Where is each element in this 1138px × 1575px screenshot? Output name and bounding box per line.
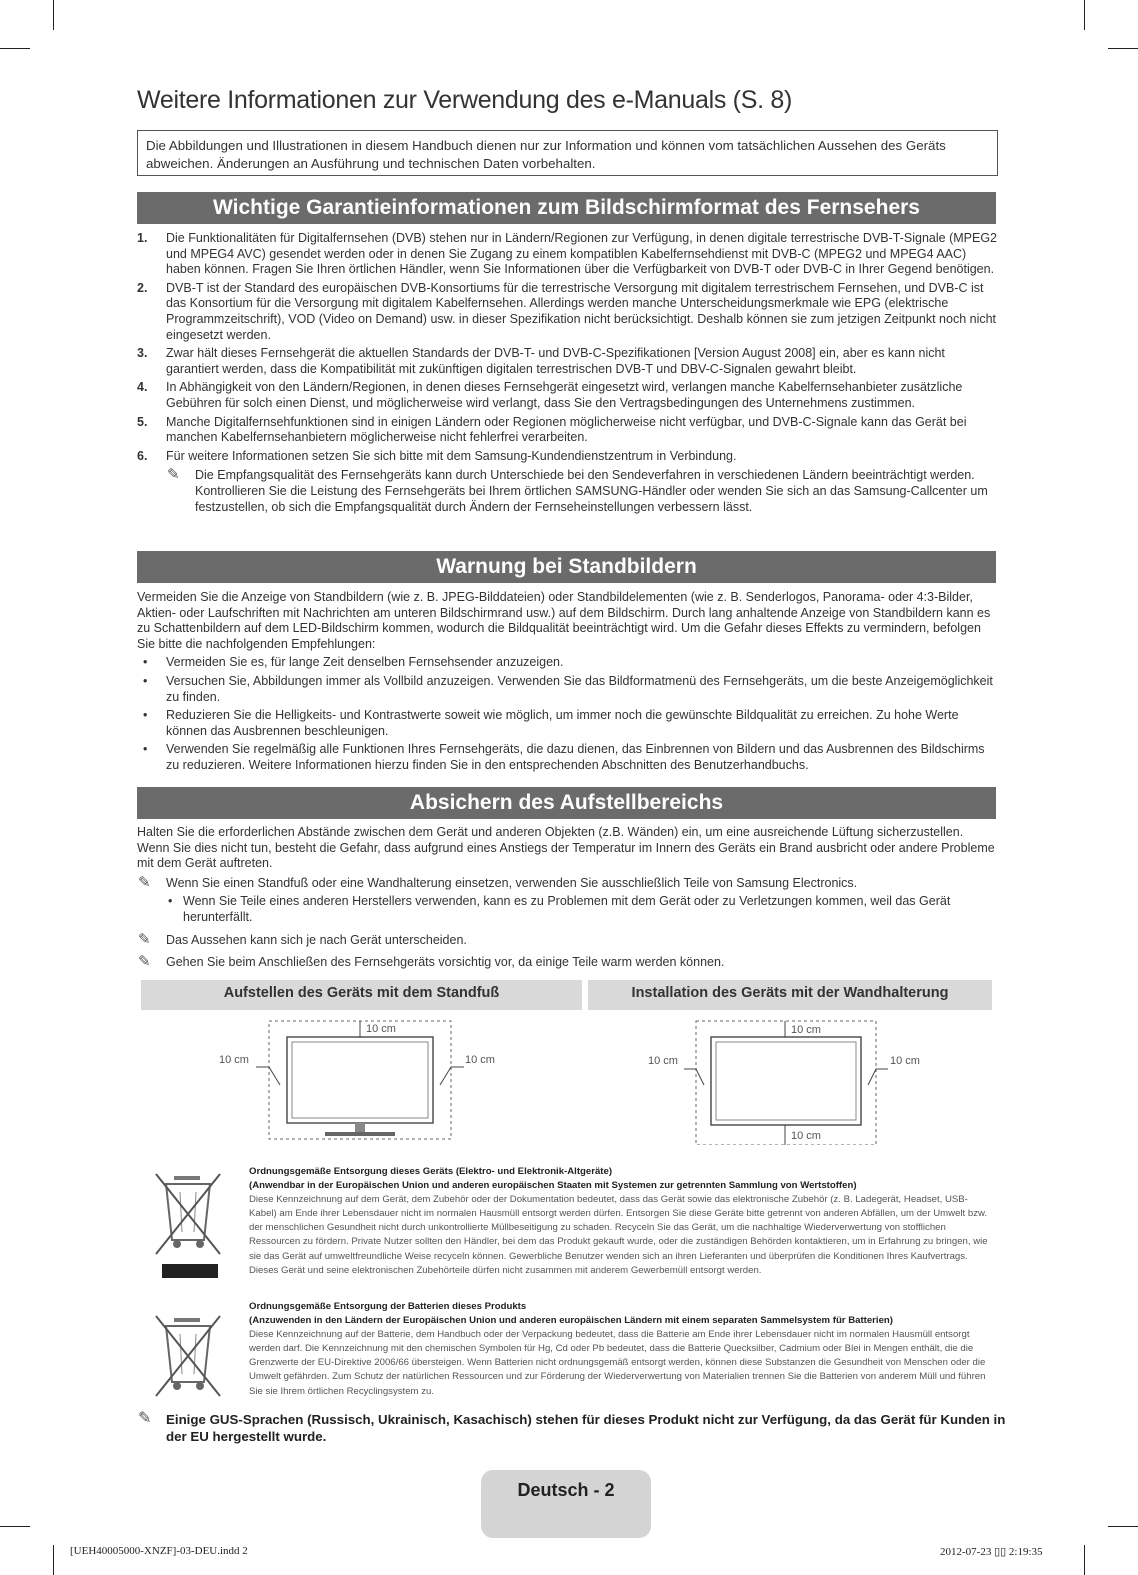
list-number: 2. xyxy=(137,280,148,295)
crop-mark xyxy=(53,0,54,30)
list-item xyxy=(137,380,997,411)
disposal-subtitle: (Anzuwenden in den Ländern der Europäischen Union und anderen europäischen Ländern mit einem separaten Sammelsystem für Batterien) xyxy=(249,1315,893,1327)
note xyxy=(137,930,997,949)
pencil-note-icon: ✎ xyxy=(138,1410,152,1427)
wall-clearance-diagram xyxy=(640,1015,940,1145)
page-label: Deutsch - 2 xyxy=(517,1480,615,1500)
crop-mark xyxy=(0,1526,30,1527)
slug-timestamp: 2012-07-23 ▯▯ 2:19:35 xyxy=(940,1546,1043,1558)
list-item xyxy=(137,655,997,671)
slug-filename: [UEH40005000-XNZF]-03-DEU.indd 2 xyxy=(70,1545,248,1557)
list-text: DVB-T ist der Standard des europäischen DVB-Konsortiums für die terrestrische Versorgung mit digitalem terrestrischem Fernsehen, und DVB-C ist das Konsortium für die Versorgung mit digitalem Kabelfernsehen. Allerdings werden manche Unterscheidungsmerkmale wie EPG (elektrische Programmzeitschrift), VOD (Video on Demand) usw. in dieser Spezifikation nicht berücksichtigt. Deshalb können sie zum jetzigen Zeitpunkt noch nicht eingesetzt werden. xyxy=(166,280,997,342)
disposal-body: Diese Kennzeichnung auf der Batterie, dem Handbuch oder der Verpackung bedeutet, dass die Batterie am Ende ihrer Lebensdauer nicht im normalen Hausmüll entsorgt werden darf. Die Kennzeichnung mit den chemischen Symbolen für Hg, Cd oder Pb bedeutet, dass die Batterie Quecksilber, Cadmium oder Blei in Mengen enthält, die die Grenzwerte der EU-Direktive 2006/66 übersteigen. Wenn Batterien nicht ordnungsgemäß entsorgt werden, können diese Substanzen die Gesundheit von Menschen oder die Umwelt gefährden. Zum Schutz der natürlichen Ressourcen und zur Förderung der Wiederverwertung von Materialien trennen Sie die Batterien von anderem Müll und führen Sie sie Ihrem örtlichen Recyclingsystem zu. xyxy=(249,1329,986,1397)
clearance-label-top: 10 cm xyxy=(366,1023,396,1035)
list-number: 1. xyxy=(137,231,148,245)
list-item xyxy=(137,346,997,377)
disposal-subtitle: (Anwendbar in der Europäischen Union und anderen europäischen Staaten mit Systemen zur getrennten Sammlung von Wertstoffen) xyxy=(249,1180,857,1192)
list-item xyxy=(137,449,997,465)
crossed-out-bin-icon xyxy=(152,1168,224,1280)
clearance-label-right: 10 cm xyxy=(890,1055,920,1067)
list-text: Die Funktionalitäten für Digitalfernsehen (DVB) stehen nur in Ländern/Regionen zur Verfügung, in denen digitale terrestrische DVB-T-Signale (MPEG2 und MPEG4 AVC) gesendet werden oder in denen Sie Zugang zu einem kompatiblen Kabelfernsehdienst mit DVB-C (MPEG2 und MPEG4 AAC) haben können. Fragen Sie Ihren örtlichen Händler, wenn Sie Informationen über die Verfügbarkeit von DVB-T oder DVB-C in Ihrer Gegend benötigen. xyxy=(166,231,998,277)
disposal-body: Diese Kennzeichnung auf dem Gerät, dem Zubehör oder der Dokumentation bedeutet, dass das Gerät sowie das elektronische Zubehör (z. B. Ladegerät, Headset, USB-Kabel) am Ende ihrer Lebensdauer nicht im normalen Hausmüll entsorgt werden dürfen. Entsorgen Sie diese Geräte bitte getrennt von anderen Abfällen, um der Umwelt bzw. der menschlichen Gesundheit nicht durch unkontrollierte Müllbeseitigung zu schaden. Recyceln Sie das Gerät, um die nachhaltige Wiederverwertung von stofflichen Ressourcen zu fördern. Private Nutzer sollten den Händler, bei dem das Produkt gekauft wurde, oder die zuständigen Behörden kontaktieren, um in Erfahrung zu bringen, wie sie das Gerät auf umweltfreundliche Weise recyceln können. Gewerbliche Benutzer wenden sich an ihren Lieferanten und überprüfen die Konditionen Ihres Kaufvertrags. Dieses Gerät und seine elektronischen Zubehörteile dürfen nicht zusammen mit anderem Gewerbemüll entsorgt werden. xyxy=(249,1194,988,1276)
crop-mark xyxy=(1108,48,1138,49)
pencil-note-icon: ✎ xyxy=(167,466,180,484)
clearance-label-left: 10 cm xyxy=(648,1055,678,1067)
crop-mark xyxy=(1108,1526,1138,1527)
note xyxy=(137,873,997,892)
list-number: 4. xyxy=(137,380,148,395)
note-text: Das Aussehen kann sich je nach Gerät unterscheiden. xyxy=(166,932,467,947)
note-text: Einige GUS-Sprachen (Russisch, Ukrainisch, Kasachisch) stehen für dieses Produkt nicht zur Verfügung, da das Gerät für Kunden in der EU hergestellt wurde. xyxy=(166,1412,1006,1444)
device-disposal-text xyxy=(249,1165,989,1278)
list-text: Manche Digitalfernsehfunktionen sind in einigen Ländern oder Regionen möglicherweise nicht verfügbar, und DVB-C-Signale kann das Gerät bei manchen Kabelfernsehanbietern möglicherweise nicht fehlerfrei verarbeiten. xyxy=(166,414,967,445)
list-item xyxy=(137,894,997,925)
page-number-tab xyxy=(481,1470,651,1538)
list-number: 6. xyxy=(137,448,148,463)
warranty-list xyxy=(137,231,997,515)
installation-content xyxy=(137,825,997,971)
bullet-icon: • xyxy=(168,894,173,909)
diagram-heading-stand: Aufstellen des Geräts mit dem Standfuß xyxy=(141,980,582,1010)
list-text: Verwenden Sie regelmäßig alle Funktionen Ihres Fernsehgeräts, die dazu dienen, das Einbrennen von Bildern und das Ausbrennen des Bildschirms zu reduzieren. Weitere Informationen hierzu finden Sie in den entsprechenden Abschnitten des Benutzerhandbuchs. xyxy=(166,742,985,772)
section-heading-still-images: Warnung bei Standbildern xyxy=(137,551,996,583)
bullet-icon: • xyxy=(143,708,148,723)
battery-disposal-text xyxy=(249,1300,989,1399)
list-text: Reduzieren Sie die Helligkeits- und Kontrastwerte soweit wie möglich, um immer noch die gewünschte Bildqualität zu erreichen. Zu hohe Werte können das Ausbrennen beschleunigen. xyxy=(166,708,959,738)
language-note xyxy=(137,1411,1026,1445)
disposal-title: Ordnungsgemäße Entsorgung der Batterien dieses Produkts xyxy=(249,1301,527,1312)
crop-mark xyxy=(1084,1545,1085,1575)
clearance-label-top: 10 cm xyxy=(791,1024,821,1036)
bullet-icon: • xyxy=(143,742,148,757)
crop-mark xyxy=(0,48,30,49)
notice-box: Die Abbildungen und Illustrationen in diesem Handbuch dienen nur zur Information und können vom tatsächlichen Aussehen des Geräts abweichen. Änderungen an Ausführung und technischen Daten vorbehalten. xyxy=(137,130,998,176)
list-text: Vermeiden Sie es, für lange Zeit denselben Fernsehsender anzuzeigen. xyxy=(166,655,564,670)
note xyxy=(137,468,997,515)
section-heading-installation: Absichern des Aufstellbereichs xyxy=(137,787,996,819)
crop-mark xyxy=(53,1545,54,1575)
diagram-heading-wall: Installation des Geräts mit der Wandhalterung xyxy=(588,980,992,1010)
note-text: Die Empfangsqualität des Fernsehgeräts kann durch Unterschiede bei den Sendeverfahren in verschiedenen Ländern beeinträchtigt werden. Kontrollieren Sie die Leistung des Fernsehgeräts bei Ihrem örtlichen SAMSUNG-Händler oder wenden Sie sich an das Samsung-Callcenter um festzustellen, ob sich die Empfangsqualität durch Ändern der Fernseheinstellungen verbessern lässt. xyxy=(195,468,988,514)
list-item xyxy=(137,742,997,773)
pencil-note-icon: ✎ xyxy=(138,953,151,971)
list-text: In Abhängigkeit von den Ländern/Regionen, in denen dieses Fernsehgerät eingesetzt wird, verlangen manche Kabelfernsehanbieter zusätzliche Gebühren für solch einen Dienst, und möglicherweise wird verlangt, dass Sie den Vertragsbedingungen des Unternehmens zustimmen. xyxy=(166,380,963,410)
crop-mark xyxy=(1084,0,1085,30)
paragraph: Vermeiden Sie die Anzeige von Standbildern (wie z. B. JPEG-Bilddateien) oder Standbildelementen (wie z. B. Senderlogos, Panorama- oder 4:3-Bilder, Aktien- oder Laufschriften mit Nachrichten am unteren Bildschirmrand usw.) auf dem Bildschirm. Durch lang anhaltende Anzeige von Standbildern kann es zu Schattenbildern auf dem LED-Bildschirm kommen, wodurch die Bildqualität beeinträchtigt wird. Um die Gefahr dieses Effekts zu vermindern, befolgen Sie bitte die nachfolgenden Empfehlungen: xyxy=(137,590,991,651)
still-images-content xyxy=(137,590,997,777)
clearance-label-bottom: 10 cm xyxy=(791,1130,821,1142)
section-heading-warranty: Wichtige Garantieinformationen zum Bildschirmformat des Fernsehers xyxy=(137,192,996,224)
list-text: Wenn Sie Teile eines anderen Herstellers verwenden, kann es zu Problemen mit dem Gerät oder zu Verletzungen kommen, weil das Gerät herunterfällt. xyxy=(183,894,951,924)
clearance-label-right: 10 cm xyxy=(465,1054,495,1066)
stand-clearance-diagram xyxy=(210,1015,510,1145)
page-title: Weitere Informationen zur Verwendung des e-Manuals (S. 8) xyxy=(137,86,793,114)
pencil-note-icon: ✎ xyxy=(138,873,151,891)
paragraph: Halten Sie die erforderlichen Abstände zwischen dem Gerät und anderen Objekten (z.B. Wänden) ein, um eine ausreichende Lüftung sicherzustellen. Wenn Sie dies nicht tun, besteht die Gefahr, dass aufgrund eines Anstiegs der Temperatur im Innern des Geräts ein Brand ausbricht oder andere Probleme mit dem Gerät auftreten. xyxy=(137,825,995,871)
disposal-title: Ordnungsgemäße Entsorgung dieses Geräts (Elektro- und Elektronik-Altgeräte) xyxy=(249,1166,613,1177)
pencil-note-icon: ✎ xyxy=(138,930,151,948)
list-text: Zwar hält dieses Fernsehgerät die aktuellen Standards der DVB-T- und DVB-C-Spezifikationen [Version August 2008] ein, aber es kann nicht garantiert werden, dass die Kompatibilität mit zukünftigen digitalen terrestrischen DVB-T und DBV-C-Signalen gewahrt bleibt. xyxy=(166,346,945,376)
note xyxy=(137,955,997,971)
bullet-icon: • xyxy=(143,673,148,688)
list-item xyxy=(137,231,997,278)
list-number: 3. xyxy=(137,346,148,361)
note-text: Gehen Sie beim Anschließen des Fernsehgeräts vorsichtig vor, da einige Teile warm werden können. xyxy=(166,955,725,970)
bullet-icon: • xyxy=(143,655,148,670)
list-number: 5. xyxy=(137,414,148,429)
list-item xyxy=(137,281,997,343)
crossed-out-bin-icon xyxy=(152,1312,224,1402)
list-item xyxy=(137,415,997,446)
list-text: Für weitere Informationen setzen Sie sich bitte mit dem Samsung-Kundendienstzentrum in Verbindung. xyxy=(166,448,737,463)
clearance-label-left: 10 cm xyxy=(219,1054,249,1066)
list-text: Versuchen Sie, Abbildungen immer als Vollbild anzuzeigen. Verwenden Sie das Bildformatmenü des Fernsehgeräts, um die beste Anzeigemöglichkeit zu finden. xyxy=(166,673,993,704)
note-text: Wenn Sie einen Standfuß oder eine Wandhalterung einsetzen, verwenden Sie ausschließlich Teile von Samsung Electronics. xyxy=(166,875,858,890)
list-item xyxy=(137,708,997,739)
list-item xyxy=(137,674,997,705)
